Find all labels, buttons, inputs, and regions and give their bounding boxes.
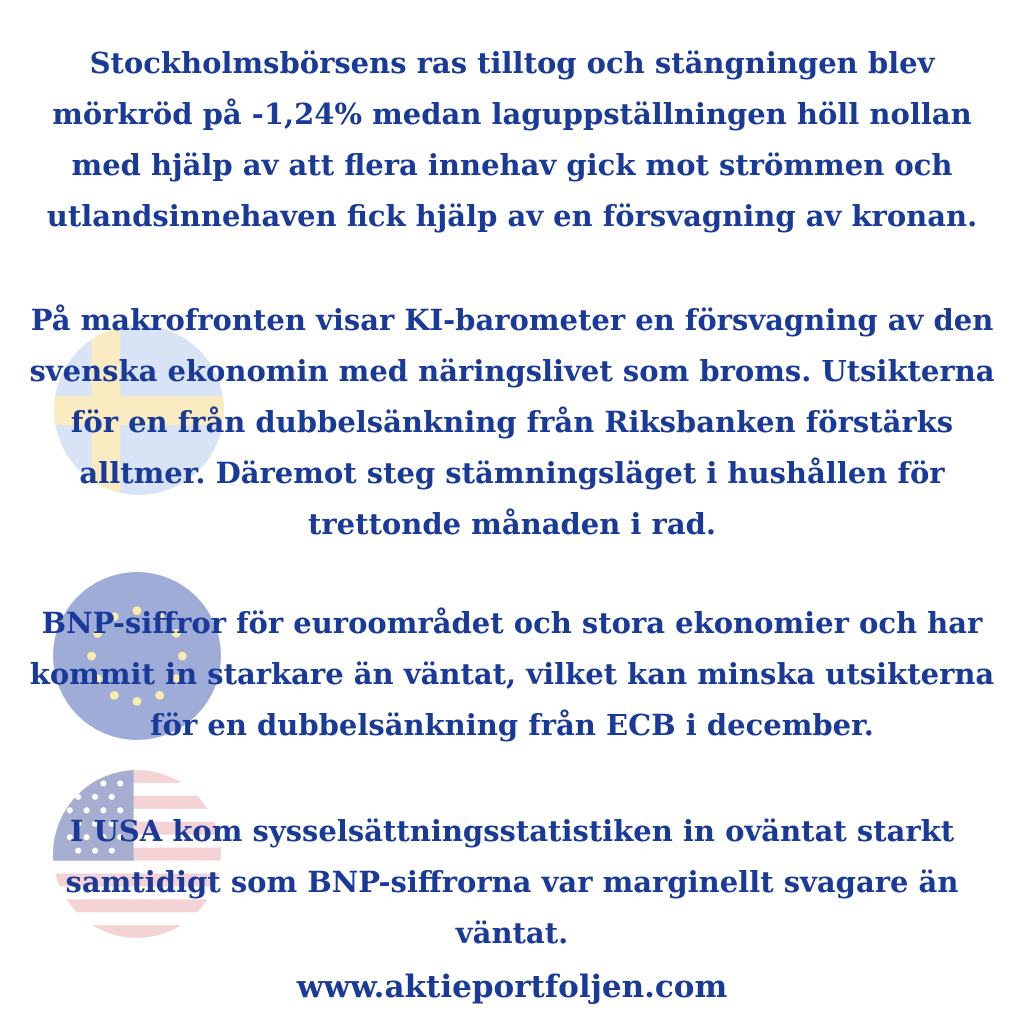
paragraph-usa-employment: I USA kom sysselsättningsstatistiken in oväntat starkt samtidigt som BNP-siffrorna var marginellt svagare än väntat. bbox=[65, 814, 959, 950]
website-link[interactable]: www.aktieportfoljen.com bbox=[296, 969, 728, 1005]
paragraph-macro-sweden: På makrofronten visar KI-barometer en försvagning av den svenska ekonomin med näringslivet som broms. Utsikterna för en från dubbelsänkning från Riksbanken förstärks alltmer. Däremot steg stämningsläget i hushållen för trettonde månaden i rad. bbox=[29, 303, 995, 541]
paragraph-stockholm-market: Stockholmsbörsens ras tilltog och stängningen blev mörkröd på -1,24% medan laguppställningen höll nollan med hjälp av att flera innehav gick mot strömmen och utlandsinnehaven fick hjälp av en försvagning av kronan. bbox=[46, 46, 978, 233]
paragraph-eurozone-gdp: BNP-siffror för euroområdet och stora ekonomier och har kommit in starkare än väntat, vilket kan minska utsikterna för en dubbelsänkning från ECB i december. bbox=[29, 606, 995, 742]
